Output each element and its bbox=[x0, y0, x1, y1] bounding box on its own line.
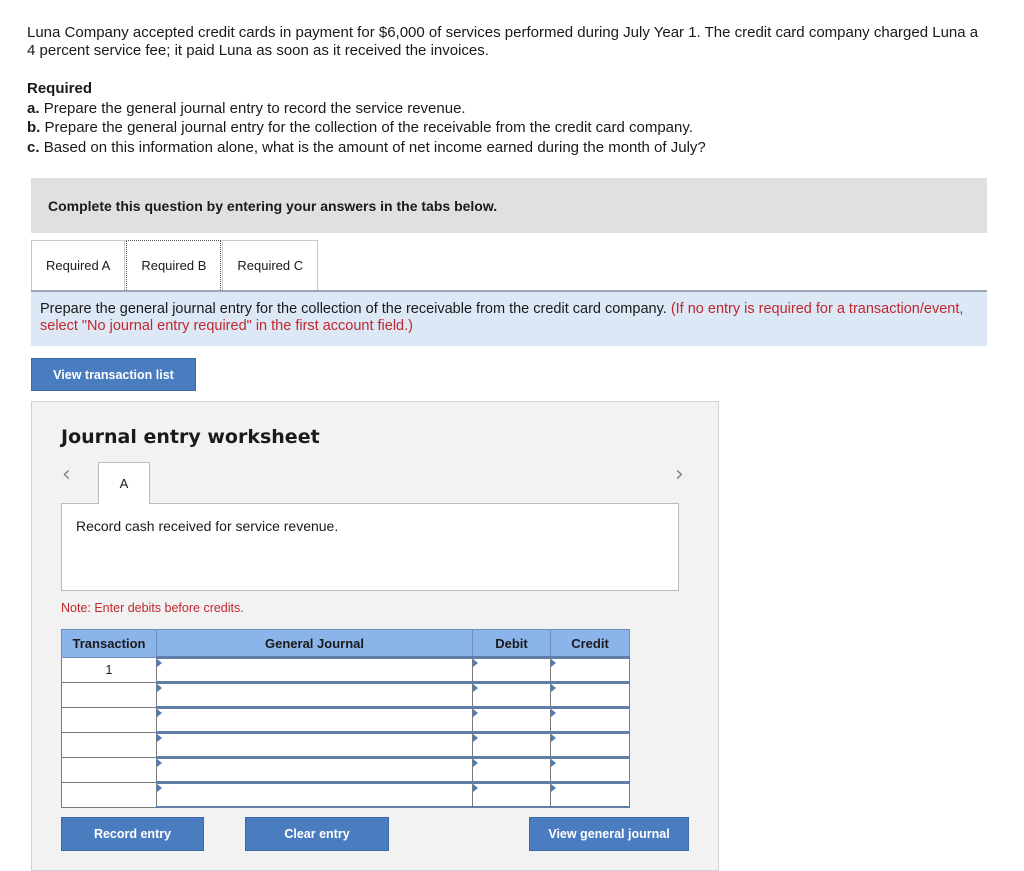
tab-required-b[interactable]: Required B bbox=[126, 240, 221, 290]
account-input[interactable] bbox=[157, 783, 473, 808]
caret-right-icon bbox=[551, 784, 556, 792]
credit-input[interactable] bbox=[551, 683, 630, 708]
worksheet-title: Journal entry worksheet bbox=[61, 426, 320, 448]
transaction-cell bbox=[62, 758, 157, 783]
view-general-journal-button[interactable]: View general journal bbox=[529, 817, 689, 851]
record-entry-button[interactable]: Record entry bbox=[61, 817, 204, 851]
account-input[interactable] bbox=[157, 758, 473, 783]
required-item-b: b. Prepare the general journal entry for the collection of the receivable from the credit card company. bbox=[27, 119, 693, 136]
table-row bbox=[62, 658, 630, 683]
debit-credit-note: Note: Enter debits before credits. bbox=[61, 601, 244, 615]
table-row bbox=[62, 758, 630, 783]
debit-input[interactable] bbox=[473, 733, 551, 758]
debit-input[interactable] bbox=[473, 783, 551, 808]
transaction-cell: 1 bbox=[62, 658, 157, 683]
table-row bbox=[62, 783, 630, 808]
clear-entry-button[interactable]: Clear entry bbox=[245, 817, 389, 851]
credit-input[interactable] bbox=[551, 758, 630, 783]
caret-right-icon bbox=[157, 734, 162, 742]
caret-right-icon bbox=[551, 659, 556, 667]
view-transaction-list-button[interactable]: View transaction list bbox=[31, 358, 196, 391]
caret-right-icon bbox=[157, 684, 162, 692]
caret-right-icon bbox=[157, 759, 162, 767]
required-item-c: c. Based on this information alone, what is the amount of net income earned during the month of July? bbox=[27, 138, 706, 156]
required-tabs bbox=[31, 240, 319, 290]
caret-right-icon bbox=[157, 784, 162, 792]
caret-right-icon bbox=[157, 709, 162, 717]
transaction-cell bbox=[62, 683, 157, 708]
instruction-note: (If no entry is required for a transaction/event, select "No journal entry required" in the first account field.) bbox=[40, 301, 964, 334]
credit-input[interactable] bbox=[551, 783, 630, 808]
transaction-cell bbox=[62, 733, 157, 758]
problem-statement: Luna Company accepted credit cards in payment for $6,000 of services performed during July Year 1. The credit card company charged Luna a 4 percent service fee; it paid Luna as soon as it received the invoices. bbox=[27, 24, 979, 59]
caret-right-icon bbox=[551, 684, 556, 692]
table-row bbox=[62, 708, 630, 733]
tab-required-a[interactable]: Required A bbox=[31, 240, 125, 290]
instruction-text: Prepare the general journal entry for the collection of the receivable from the credit card company. bbox=[40, 301, 667, 317]
debit-input[interactable] bbox=[473, 683, 551, 708]
required-section bbox=[27, 79, 706, 157]
credit-input[interactable] bbox=[551, 733, 630, 758]
caret-right-icon bbox=[157, 659, 162, 667]
column-header-debit: Debit bbox=[473, 630, 551, 658]
debit-input[interactable] bbox=[473, 758, 551, 783]
caret-right-icon bbox=[473, 709, 478, 717]
required-heading: Required bbox=[27, 80, 93, 97]
required-item-a: a. Prepare the general journal entry to record the service revenue. bbox=[27, 99, 466, 117]
tab-instruction bbox=[31, 292, 987, 346]
caret-right-icon bbox=[473, 734, 478, 742]
entry-tab-a[interactable]: A bbox=[98, 462, 150, 504]
caret-right-icon bbox=[551, 734, 556, 742]
column-header-transaction: Transaction bbox=[62, 630, 157, 658]
table-row bbox=[62, 733, 630, 758]
account-input[interactable] bbox=[157, 708, 473, 733]
caret-right-icon bbox=[551, 709, 556, 717]
caret-right-icon bbox=[473, 759, 478, 767]
caret-right-icon bbox=[551, 759, 556, 767]
column-header-credit: Credit bbox=[551, 630, 630, 658]
journal-table bbox=[61, 629, 630, 808]
entry-description: Record cash received for service revenue. bbox=[61, 503, 679, 591]
chevron-right-icon[interactable]: › bbox=[675, 462, 684, 487]
chevron-left-icon[interactable]: ‹ bbox=[62, 462, 71, 487]
transaction-cell bbox=[62, 783, 157, 808]
column-header-general-journal: General Journal bbox=[157, 630, 473, 658]
account-input[interactable] bbox=[157, 658, 473, 683]
credit-input[interactable] bbox=[551, 708, 630, 733]
transaction-cell bbox=[62, 708, 157, 733]
instructions-banner: Complete this question by entering your answers in the tabs below. bbox=[31, 178, 987, 233]
table-row bbox=[62, 683, 630, 708]
tab-required-c[interactable]: Required C bbox=[222, 240, 318, 290]
account-input[interactable] bbox=[157, 733, 473, 758]
caret-right-icon bbox=[473, 784, 478, 792]
caret-right-icon bbox=[473, 684, 478, 692]
journal-entry-worksheet bbox=[31, 401, 719, 871]
debit-input[interactable] bbox=[473, 708, 551, 733]
account-input[interactable] bbox=[157, 683, 473, 708]
credit-input[interactable] bbox=[551, 658, 630, 683]
caret-right-icon bbox=[473, 659, 478, 667]
debit-input[interactable] bbox=[473, 658, 551, 683]
